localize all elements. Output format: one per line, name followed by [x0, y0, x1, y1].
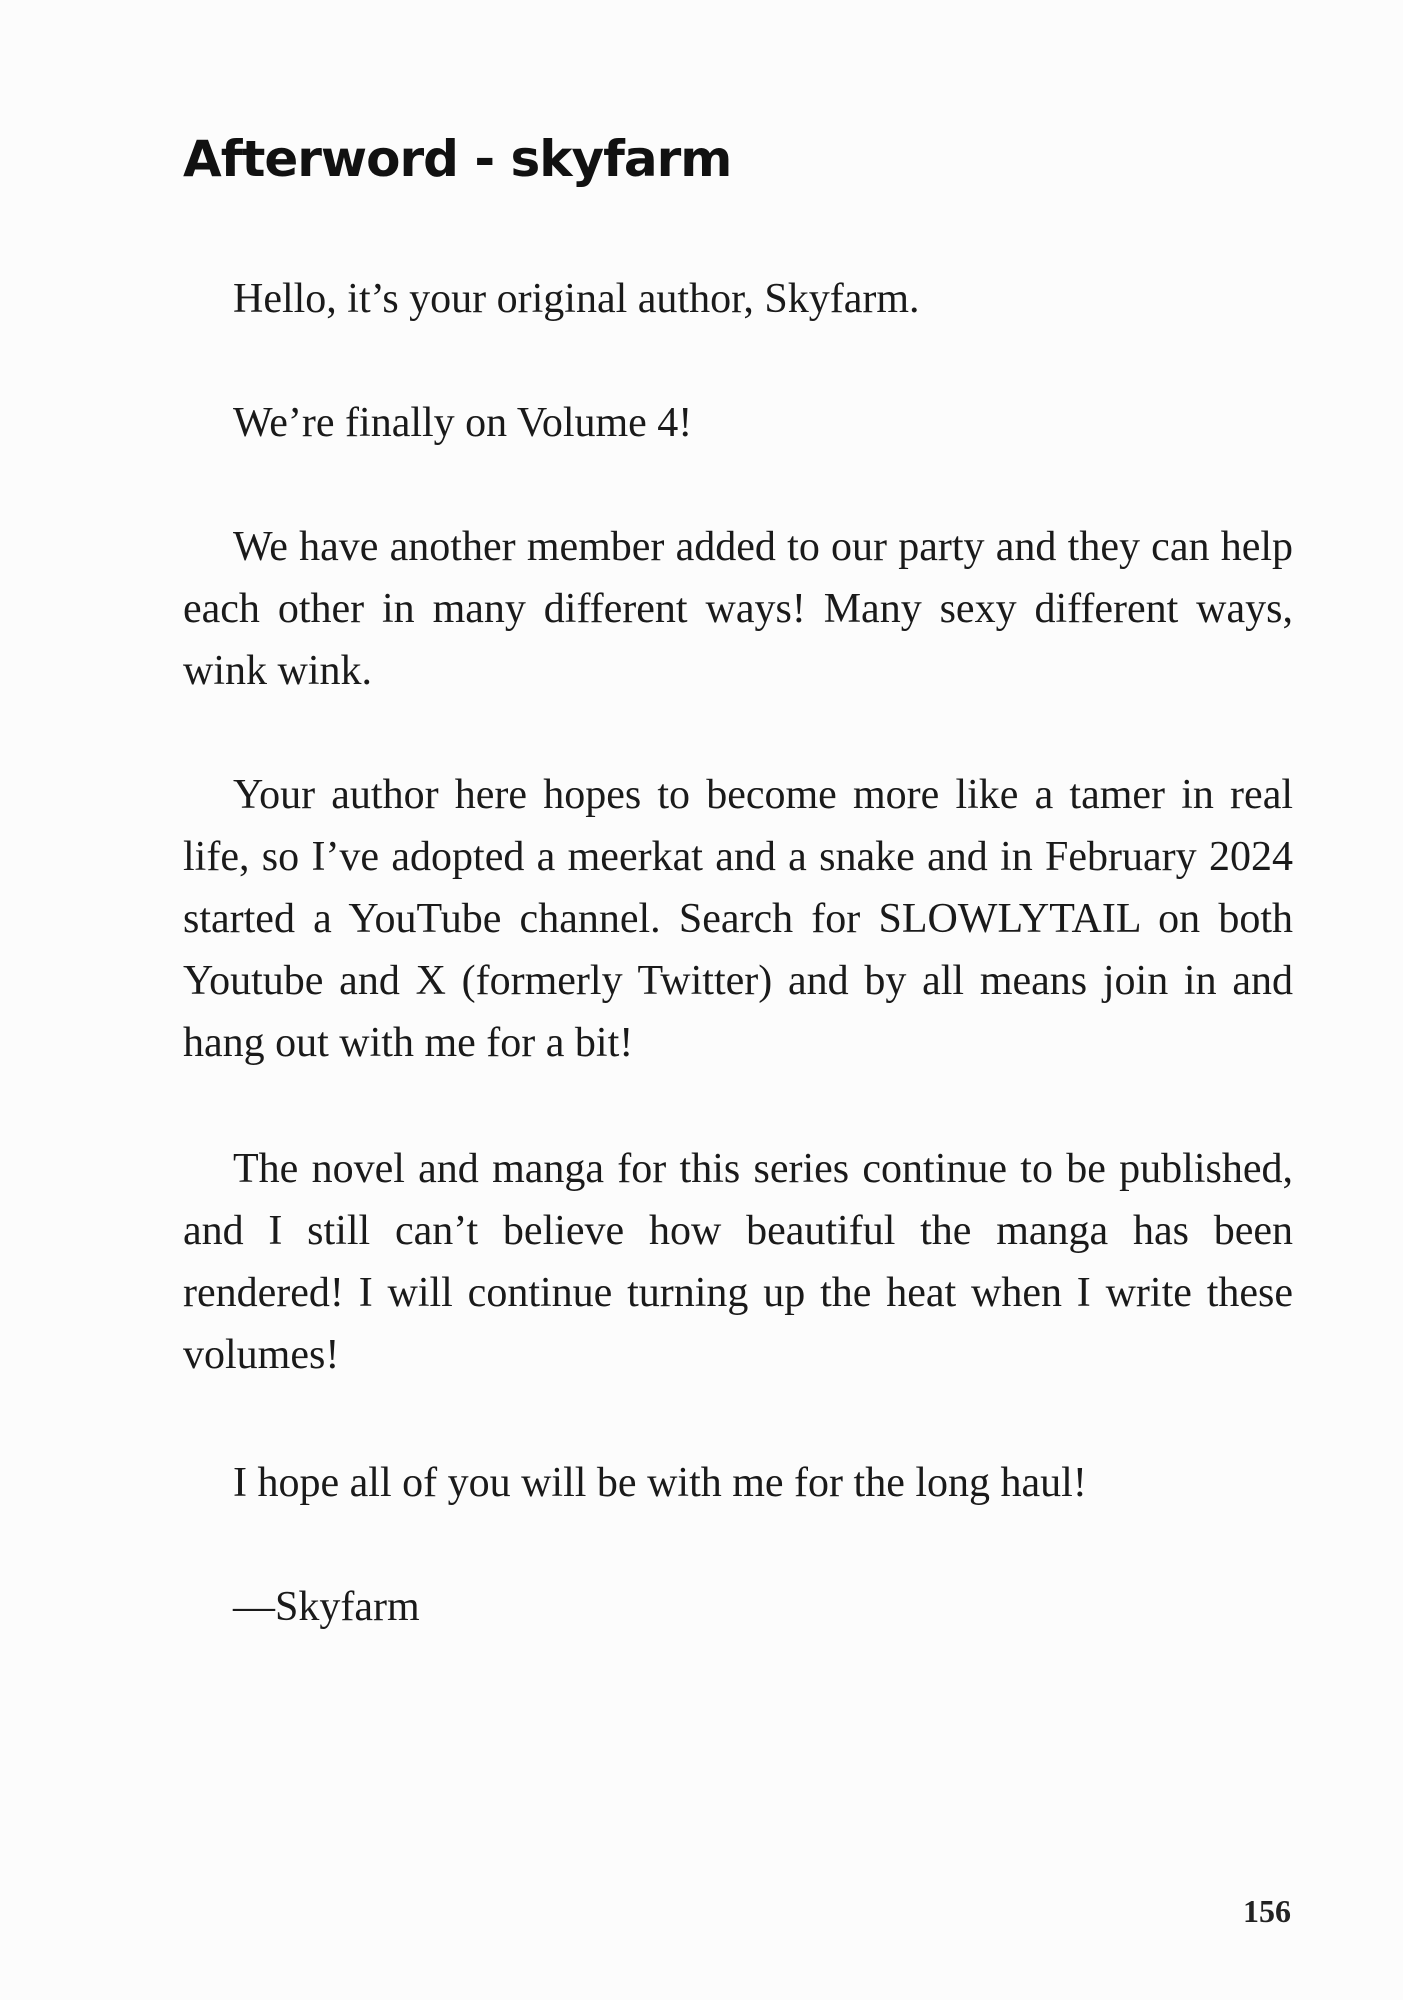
chapter-heading: Afterword - skyfarm — [183, 130, 732, 188]
signature-line: —Skyfarm — [233, 1584, 420, 1630]
paragraph-greeting: Hello, it’s your original author, Skyfarm. — [233, 276, 920, 322]
paragraph-volume: We’re finally on Volume 4! — [233, 400, 693, 446]
page-number: 156 — [1243, 1893, 1291, 1929]
paragraph-youtube: Your author here hopes to become more like a tamer in real life, so I’ve adopted a meerkat and a snake and in February 2024 started a YouTube channel. Search for SLOWLYTAIL on both Youtube and X (formerly Twitter) and by all means join in and hang out with me for a bit! — [183, 772, 1293, 1066]
paragraph-novel-manga: The novel and manga for this series continue to be published, and I still can’t believe how beautiful the manga has been rendered! I will continue turning up the heat when I write these volumes! — [183, 1146, 1293, 1378]
paragraph-closing: I hope all of you will be with me for the long haul! — [233, 1460, 1087, 1506]
paragraph-party: We have another member added to our party and they can help each other in many different ways! Many sexy different ways, wink wink. — [183, 524, 1293, 694]
